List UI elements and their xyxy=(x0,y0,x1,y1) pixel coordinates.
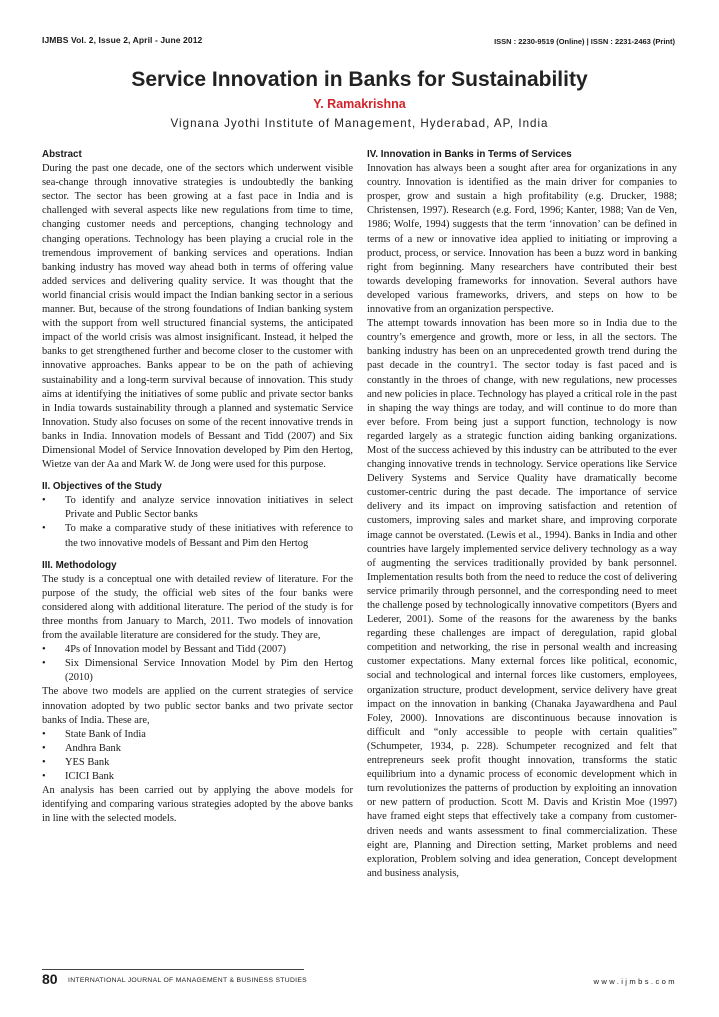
list-item: • YES Bank xyxy=(42,756,353,770)
footer-rule xyxy=(42,969,304,970)
author-affiliation: Vignana Jyothi Institute of Management, Hyderabad, AP, India xyxy=(170,117,549,130)
running-header-issue: IJMBS Vol. 2, Issue 2, April - June 2012 xyxy=(42,35,203,45)
methodology-intro: The study is a conceptual one with detailed review of literature. For the purpose of the study, the official web sites of the four banks were considered along with additional literature. The period of the study is for three months from January to March, 2011. Two models of innovation from the available literature are considered for the study. They are, xyxy=(42,573,353,642)
section4-para2: The attempt towards innovation has been more so in India due to the country’s emergence and growth, more or less, in all the sectors. The banking industry has been on an unprecedented growth trend during the past decade in the country1. The sector today is fast paced and is constantly in the throes of change, with new regulations, new processes and new policies in place. Technology has played a critical role in the past in shaping the way things are today, and will continue to do more than ever before. From being just a support function, technology is now regarded largely as a strategic function aiding banking organizations. Most of the success achieved by this industry can be attributed to the ever changing innovative trends in technology. Service operations like Service Delivery Systems and Service Quality have dramatically become customer-centric during the past decade. The importance of service delivery and its impact on improving satisfaction and retention of customers, improving sales and market share, and improving corporate image cannot be overstated. (Lewis et al., 1994). Banks in India and other countries have largely implemented service delivery technology as a way of augmenting the services traditionally provided by bank personnel. Implementation results both from the need to reduce the cost of delivering service primarily through personnel, and the corresponding need to meet the challenge posed by technologically innovative competitors (Byers and Lederer, 2001). Some of the reasons for the awareness by the banks regarding these challenges are impact of deregulation, rapid global competition and networking, the rise in personal wealth and increasing customer expectations. Many external forces like political, economic, social and technological and internal forces like customers, employees, organization structure, product development, service delivery have great impact on the innovation in banking (Chanaka Jayawardhena and Paul Foley, 2000). Innovations are discontinuous because innovation is difficult and “only accessible to people with certain qualities” (Schumpeter, 1934, p. 228). Schumpeter recognized and felt that entrepreneurs seek profit thought innovation, transforms the static equilibrium into a dynamic process of economic development which in turn revolutionizes the patterns of production by exploiting an innovation or new pattern of production. Scott M. Davis and Kristin Moe (1997) have framed eight steps that effectively take a company from customer-driven needs and wants assessment to final commercialization. These eight are, Planning and Direction setting, Market problems and need exploration, Problem solving and idea generation, Concept development and business analysis, xyxy=(367,318,677,879)
methodology-closing: An analysis has been carried out by applying the above models for identifying and comparing various strategies adopted by the above banks in line with the selected models. xyxy=(42,785,353,825)
methodology-heading: III. Methodology xyxy=(42,559,117,571)
page-number: 80 xyxy=(42,971,58,987)
methodology-banks-intro: The above two models are applied on the current strategies of service innovation adopted by two public sector banks and two private sector banks of India. These are, xyxy=(42,686,353,726)
list-item: • 4Ps of Innovation model by Bessant and Tidd (2007) xyxy=(42,643,353,657)
objectives-list xyxy=(42,494,353,550)
running-header-issn: ISSN : 2230-9519 (Online) | ISSN : 2231-2463 (Print) xyxy=(494,37,675,46)
objectives-heading: II. Objectives of the Study xyxy=(42,481,162,493)
right-column xyxy=(367,148,677,881)
list-item: • State Bank of India xyxy=(42,728,353,742)
footer-journal-name: INTERNATIONAL JOURNAL OF MANAGEMENT & BUSINESS STUDIES xyxy=(68,977,308,984)
list-item: • Six Dimensional Service Innovation Model by Pim den Hertog (2010) xyxy=(42,657,353,685)
banks-list xyxy=(42,728,353,784)
models-list xyxy=(42,643,353,685)
left-column xyxy=(42,148,353,826)
section4-heading: IV. Innovation in Banks in Terms of Services xyxy=(367,149,572,160)
list-item: • Andhra Bank xyxy=(42,742,353,756)
list-item: • To make a comparative study of these initiatives with reference to the two innovative models of Bessant and Pim den Hertog xyxy=(42,522,353,550)
article-title: Service Innovation in Banks for Sustainability xyxy=(131,68,588,91)
footer-website: www.ijmbs.com xyxy=(593,977,677,986)
abstract-heading: Abstract xyxy=(42,149,82,160)
abstract-text: During the past one decade, one of the sectors which underwent visible sea-change through innovative strategies is undoubtedly the banking sector. The sector has been growing at a fast pace in India and is challenged with several aspects like new regulations from time to time, changing customer needs and perceptions, changing technology and changing operations. Technology has been playing a crucial role in the tremendous improvement of banking services and operations. Indian banking industry has moved way ahead both in terms of offering value added services and delivering quality service. It was thought that the world financial crisis would impact the Indian banking sector in a serious manner. But, because of the strong foundations of Indian banking system with the support from well structured financial systems, the anticipated impact of the world crisis was almost insignificant. Instead, it helped the banks to get strengthened further and become closer to the customer with innovative approaches. Banks appear to be on the path of achieving sustainability and a long-term survival because of innovation. This study aims at identifying the initiatives of some public and private sector banks in India towards sustainability through a planned and systematic Service Innovation. Study also focuses on some of the recent innovative trends in banks in India. Innovation models of Bessant and Tidd (2007) and Six Dimensional Model of Service Innovation developed by Pim den Hertog, Wietze van der Aa and Mark W. de Jong were used for this purpose. xyxy=(42,163,353,471)
list-item: • ICICI Bank xyxy=(42,770,353,784)
author-name: Y. Ramakrishna xyxy=(313,97,406,111)
list-item: • To identify and analyze service innovation initiatives in select Private and Public Sector banks xyxy=(42,494,353,522)
section4-para1: Innovation has always been a sought after area for organizations in any country. Innovation is identified as the main driver for companies to prosper, grow and sustain a high profitability (e.g. Drucker, 1988; Christensen, 1997). Research (e.g. Ford, 1996; Kanter, 1988; Van de Ven, 1986; Wolfe, 1994) suggests that the term ‘innovation’ can be defined in terms of a new or innovative idea applied to initiating or improving a product, process, or service. Innovation has been a buzz word in banking right from beginning. Many researchers have contributed their best towards developing frameworks for innovation. Several authors have developed various frameworks, drivers, and steps on how to be innovative from an organization perspective. xyxy=(367,163,677,316)
